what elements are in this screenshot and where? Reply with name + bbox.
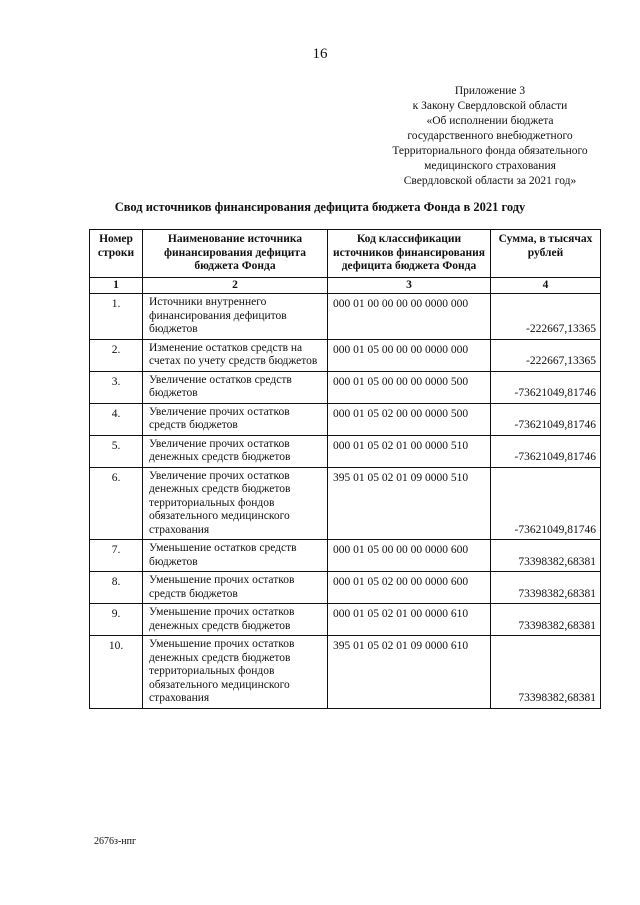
appendix-line: Территориального фонда обязательного — [392, 145, 588, 157]
classification-code: 000 01 00 00 00 00 0000 000 — [328, 294, 491, 340]
classification-code: 000 01 05 00 00 00 0000 600 — [328, 540, 491, 572]
row-number: 1. — [90, 294, 143, 340]
table-row — [90, 467, 601, 540]
source-name: Увеличение прочих остатков средств бюджетов — [143, 403, 328, 435]
table-row — [90, 435, 601, 467]
table-row — [90, 604, 601, 636]
source-name: Уменьшение прочих остатков денежных средств бюджетов — [143, 604, 328, 636]
classification-code: 000 01 05 00 00 00 0000 000 — [328, 339, 491, 371]
row-number: 3. — [90, 371, 143, 403]
amount: -73621049,81746 — [491, 435, 601, 467]
classification-code: 395 01 05 02 01 09 0000 610 — [328, 636, 491, 709]
classification-code: 395 01 05 02 01 09 0000 510 — [328, 467, 491, 540]
source-name: Изменение остатков средств на счетах по учету средств бюджетов — [143, 339, 328, 371]
source-name: Уменьшение прочих остатков денежных средств бюджетов территориальных фондов обязательного медицинского страхования — [143, 636, 328, 709]
table-row — [90, 636, 601, 709]
column-number: 1 — [90, 277, 143, 294]
source-name: Уменьшение остатков средств бюджетов — [143, 540, 328, 572]
header-code: Код классификации источников финансирования дефицита бюджета Фонда — [328, 230, 491, 278]
row-number: 9. — [90, 604, 143, 636]
amount: 73398382,68381 — [491, 540, 601, 572]
table-row — [90, 294, 601, 340]
classification-code: 000 01 05 02 01 00 0000 510 — [328, 435, 491, 467]
source-name: Увеличение остатков средств бюджетов — [143, 371, 328, 403]
table-row — [90, 371, 601, 403]
amount: -222667,13365 — [491, 339, 601, 371]
row-number: 6. — [90, 467, 143, 540]
classification-code: 000 01 05 02 00 00 0000 600 — [328, 572, 491, 604]
header-num: Номер строки — [90, 230, 143, 278]
column-number: 3 — [328, 277, 491, 294]
table-row — [90, 403, 601, 435]
row-number: 2. — [90, 339, 143, 371]
column-number: 2 — [143, 277, 328, 294]
appendix-line: Приложение 3 — [454, 85, 526, 97]
row-number: 5. — [90, 435, 143, 467]
table-header-row — [90, 230, 601, 278]
row-number: 4. — [90, 403, 143, 435]
classification-code: 000 01 05 02 01 00 0000 610 — [328, 604, 491, 636]
source-name: Источники внутреннего финансирования дефицитов бюджетов — [143, 294, 328, 340]
row-number: 8. — [90, 572, 143, 604]
source-name: Увеличение прочих остатков денежных средств бюджетов — [143, 435, 328, 467]
amount: 73398382,68381 — [491, 572, 601, 604]
amount: 73398382,68381 — [491, 636, 601, 709]
appendix-line: к Закону Свердловской области — [412, 100, 568, 112]
header-name: Наименование источника финансирования дефицита бюджета Фонда — [143, 230, 328, 278]
amount: 73398382,68381 — [491, 604, 601, 636]
column-number-row — [90, 277, 601, 294]
row-number: 10. — [90, 636, 143, 709]
appendix-line: «Об исполнении бюджета — [426, 115, 554, 127]
table-row — [90, 540, 601, 572]
table-row — [90, 572, 601, 604]
sources-table — [89, 229, 601, 709]
appendix-block — [380, 84, 600, 189]
classification-code: 000 01 05 00 00 00 0000 500 — [328, 371, 491, 403]
amount: -73621049,81746 — [491, 403, 601, 435]
page-number: 16 — [312, 46, 328, 62]
header-sum: Сумма, в тысячах рублей — [491, 230, 601, 278]
appendix-line: медицинского страхования — [424, 160, 556, 172]
classification-code: 000 01 05 02 00 00 0000 500 — [328, 403, 491, 435]
column-number: 4 — [491, 277, 601, 294]
amount: -73621049,81746 — [491, 467, 601, 540]
table-row — [90, 339, 601, 371]
source-name: Увеличение прочих остатков денежных средств бюджетов территориальных фондов обязательного медицинского страхования — [143, 467, 328, 540]
appendix-line: государственного внебюджетного — [407, 130, 573, 142]
source-name: Уменьшение прочих остатков средств бюджетов — [143, 572, 328, 604]
row-number: 7. — [90, 540, 143, 572]
document-title: Свод источников финансирования дефицита бюджета Фонда в 2021 году — [114, 200, 526, 214]
amount: -73621049,81746 — [491, 371, 601, 403]
appendix-line: Свердловской области за 2021 год» — [403, 175, 577, 187]
footer-code: 2676з-нпг — [94, 836, 137, 847]
amount: -222667,13365 — [491, 294, 601, 340]
